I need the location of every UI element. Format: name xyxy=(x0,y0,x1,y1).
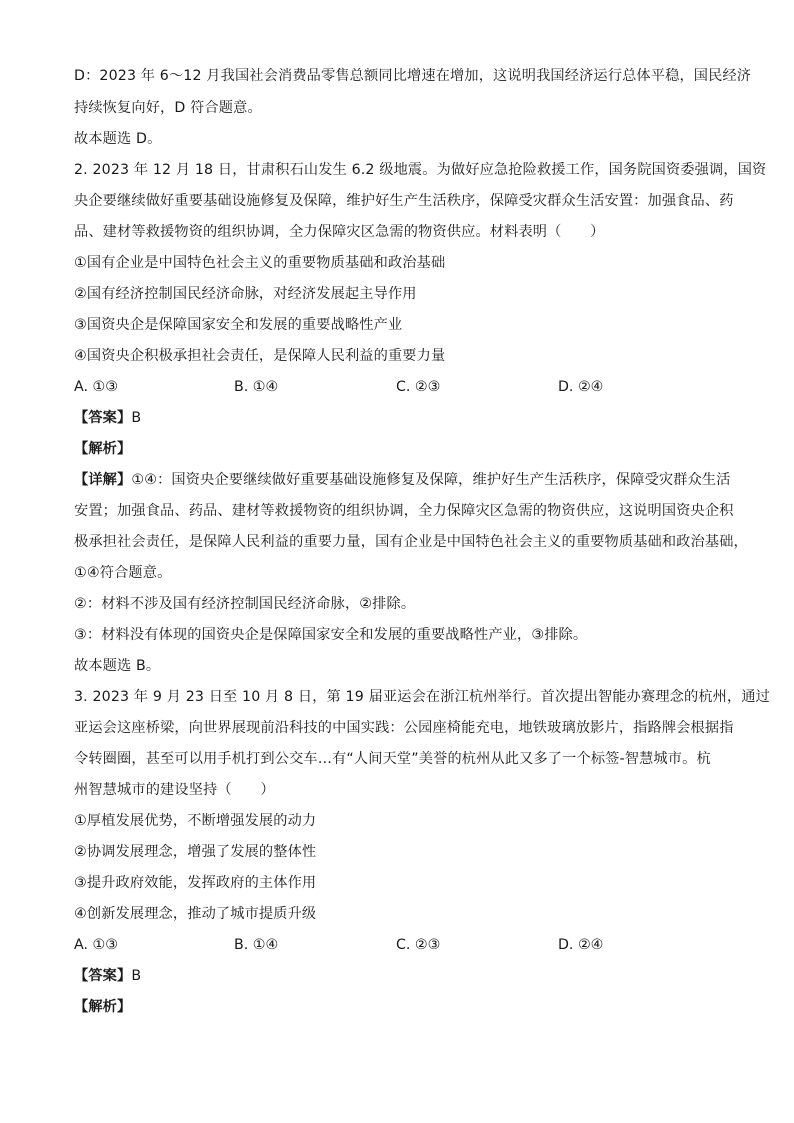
q3-option-c: C. ②③ xyxy=(396,937,441,953)
q3-answer xyxy=(74,966,141,986)
q2-item-2: ②国有经济控制国民经济命脉，对经济发展起主导作用 xyxy=(74,286,417,302)
q3-option-a: A. ①③ xyxy=(74,937,118,953)
q2-answer-value: B xyxy=(131,410,142,426)
q2-option-d: D. ②④ xyxy=(558,379,604,395)
q2-stem-line1: 2. 2023 年 12 月 18 日，甘肃积石山发生 6.2 级地震。为做好应急抢险救援工作，国务院国资委强调，国资 xyxy=(74,162,767,178)
q2-stem-line3: 品、建材等救援物资的组织协调，全力保障灾区急需的物资供应。材料表明（ ） xyxy=(74,224,605,240)
q2-option-c: C. ②③ xyxy=(396,379,441,395)
q2-detail-line6: ③：材料没有体现的国资央企是保障国家安全和发展的重要战略性产业，③排除。 xyxy=(74,627,588,643)
q2-detail-line4: ①④符合题意。 xyxy=(74,565,172,581)
q3-stem-line3: 令转圈圈，甚至可以用手机打到公交车…有“人间天堂”美誉的杭州从此又多了一个标签-智慧城市。杭 xyxy=(74,751,711,767)
q2-item-3: ③国资央企是保障国家安全和发展的重要战略性产业 xyxy=(74,317,403,333)
q3-stem-line1: 3. 2023 年 9 月 23 日至 10 月 8 日，第 19 届亚运会在浙江杭州举行。首次提出智能办赛理念的杭州，通过 xyxy=(74,689,771,705)
q3-stem-line4: 州智慧城市的建设坚持（ ） xyxy=(74,782,275,798)
q2-answer-label: 【答案】 xyxy=(74,410,132,426)
q2-detail-label: 【详解】 xyxy=(74,472,132,488)
q3-item-4: ④创新发展理念，推动了城市提质升级 xyxy=(74,906,317,922)
q2-option-a: A. ①③ xyxy=(74,379,118,395)
q2-detail-line1 xyxy=(74,470,731,490)
q2-detail-line2: 安置；加强食品、药品、建材等救援物资的组织协调，全力保障灾区急需的物资供应，这说明国资央企积 xyxy=(74,503,734,519)
q1-conclusion: 故本题选 D。 xyxy=(74,131,162,147)
q2-detail-text1: ①④：国资央企要继续做好重要基础设施修复及保障，维护好生产生活秩序，保障受灾群众生活 xyxy=(131,472,731,488)
q3-option-d: D. ②④ xyxy=(558,937,604,953)
q3-answer-value: B xyxy=(131,968,142,984)
q3-item-2: ②协调发展理念，增强了发展的整体性 xyxy=(74,844,317,860)
q2-detail-line3: 极承担社会责任，是保障人民利益的重要力量，国有企业是中国特色社会主义的重要物质基础和政治基础， xyxy=(74,534,748,550)
q3-analysis-label: 【解析】 xyxy=(74,999,132,1015)
q3-item-1: ①厚植发展优势，不断增强发展的动力 xyxy=(74,813,317,829)
q2-item-1: ①国有企业是中国特色社会主义的重要物质基础和政治基础 xyxy=(74,255,446,271)
q2-conclusion: 故本题选 B。 xyxy=(74,658,161,674)
q2-detail-line5: ②：材料不涉及国有经济控制国民经济命脉，②排除。 xyxy=(74,596,416,612)
q2-item-4: ④国资央企积极承担社会责任，是保障人民利益的重要力量 xyxy=(74,348,446,364)
q1-option-d-explanation-line2: 持续恢复向好，D 符合题意。 xyxy=(74,100,262,116)
q1-option-d-explanation-line1: D：2023 年 6～12 月我国社会消费品零售总额同比增速在增加，这说明我国经济运行总体平稳，国民经济 xyxy=(74,68,752,84)
q2-answer xyxy=(74,408,141,428)
q3-option-b: B. ①④ xyxy=(234,937,279,953)
q2-stem-line2: 央企要继续做好重要基础设施修复及保障，维护好生产生活秩序，保障受灾群众生活安置：加强食品、药 xyxy=(74,193,734,209)
q3-stem-line2: 亚运会这座桥梁，向世界展现前沿科技的中国实践：公园座椅能充电，地铁玻璃放影片，指路牌会根据指 xyxy=(74,720,734,736)
q2-option-b: B. ①④ xyxy=(234,379,279,395)
q3-item-3: ③提升政府效能，发挥政府的主体作用 xyxy=(74,875,317,891)
q2-analysis-label: 【解析】 xyxy=(74,441,132,457)
q3-answer-label: 【答案】 xyxy=(74,968,132,984)
